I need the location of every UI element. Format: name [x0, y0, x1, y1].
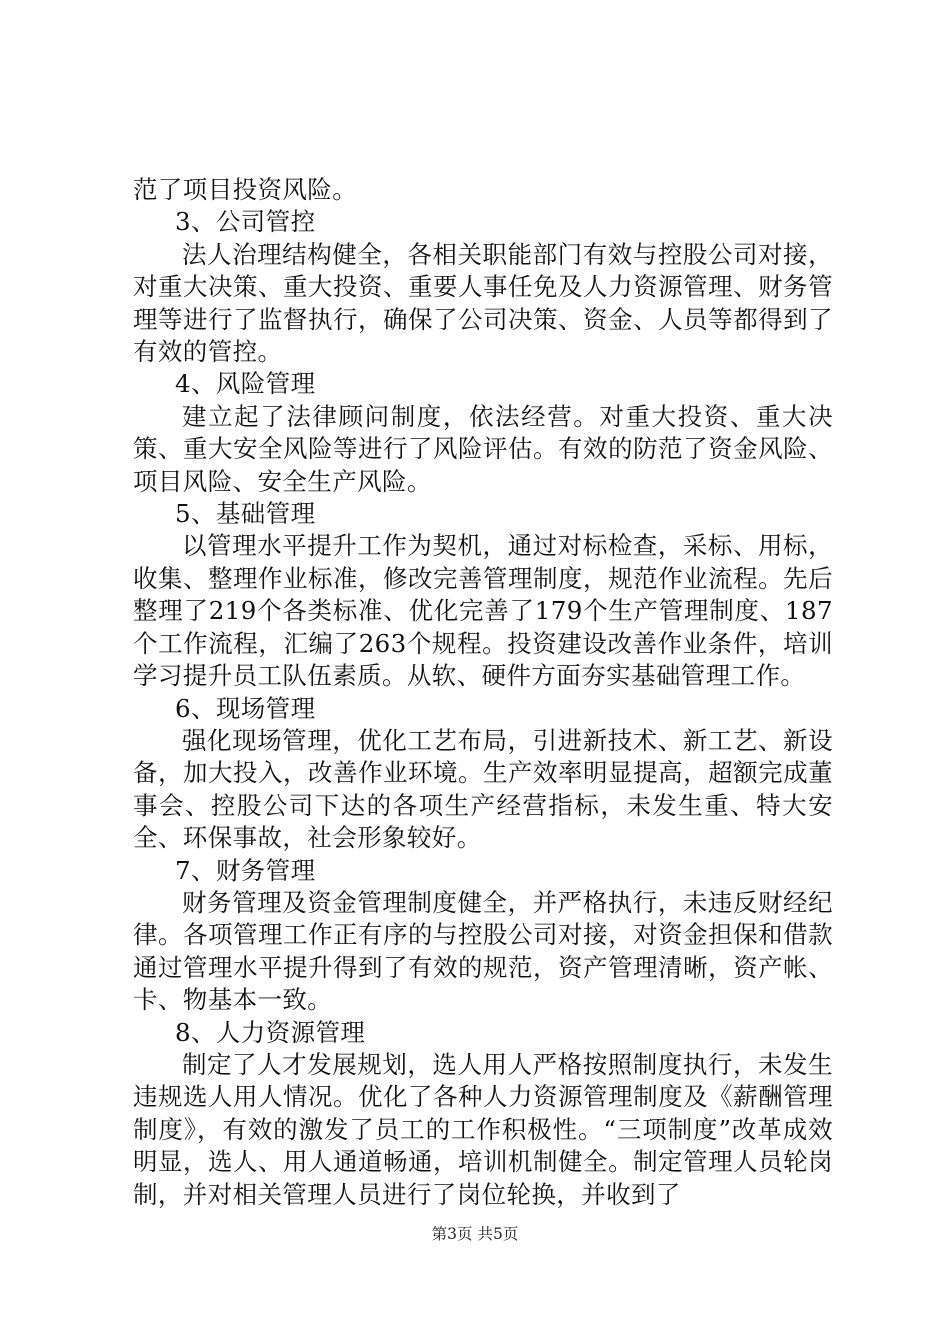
- section-body-site-management: 强化现场管理，优化工艺布局，引进新技术、新工艺、新设备，加大投入，改善作业环境。生产效率明显提高，超额完成董事会、控股公司下达的各项生产经营指标，未发生重、特大安全、环保事故，社会形象较好。: [133, 725, 833, 853]
- document-body: [133, 174, 833, 1211]
- section-body-basic-management: 以管理水平提升工作为契机，通过对标检查，采标、用标，收集、整理作业标准，修改完善管理制度，规范作业流程。先后整理了219个各类标准、优化完善了179个生产管理制度、187个工作流程，汇编了263个规程。投资建设改善作业条件，培训学习提升员工队伍素质。从软、硬件方面夯实基础管理工作。: [133, 531, 833, 691]
- section-heading-finance-management: 7、财务管理: [175, 855, 316, 885]
- section-body-finance-management: 财务管理及资金管理制度健全，并严格执行，未违反财经纪律。各项管理工作正有序的与控股公司对接，对资金担保和借款通过管理水平提升得到了有效的规范，资产管理清晰，资产帐、卡、物基本一致。: [133, 887, 833, 1015]
- section-body-risk-management: 建立起了法律顾问制度，依法经营。对重大投资、重大决策、重大安全风险等进行了风险评估。有效的防范了资金风险、项目风险、安全生产风险。: [133, 401, 833, 496]
- section-heading-risk-management: 4、风险管理: [175, 369, 316, 399]
- section-heading-company-control: 3、公司管控: [175, 207, 316, 237]
- section-body-hr-management: 制定了人才发展规划，选人用人严格按照制度执行，未发生违规选人用人情况。优化了各种人力资源管理制度及《薪酬管理制度》，有效的激发了员工的工作积极性。“三项制度”改革成效明显，选人、用人通道畅通，培训机制健全。制定管理人员轮岗制，并对相关管理人员进行了岗位轮换，并收到了: [133, 1049, 833, 1209]
- section-heading-hr-management: 8、人力资源管理: [175, 1017, 366, 1047]
- opening-paragraph: 范了项目投资风险。: [133, 175, 358, 204]
- section-heading-basic-management: 5、基础管理: [175, 499, 316, 529]
- page-footer: 第3页 共5页: [431, 1225, 519, 1243]
- section-body-company-control: 法人治理结构健全，各相关职能部门有效与控股公司对接，对重大决策、重大投资、重要人事任免及人力资源管理、财务管理等进行了监督执行，确保了公司决策、资金、人员等都得到了有效的管控。: [133, 239, 833, 367]
- section-heading-site-management: 6、现场管理: [175, 693, 316, 723]
